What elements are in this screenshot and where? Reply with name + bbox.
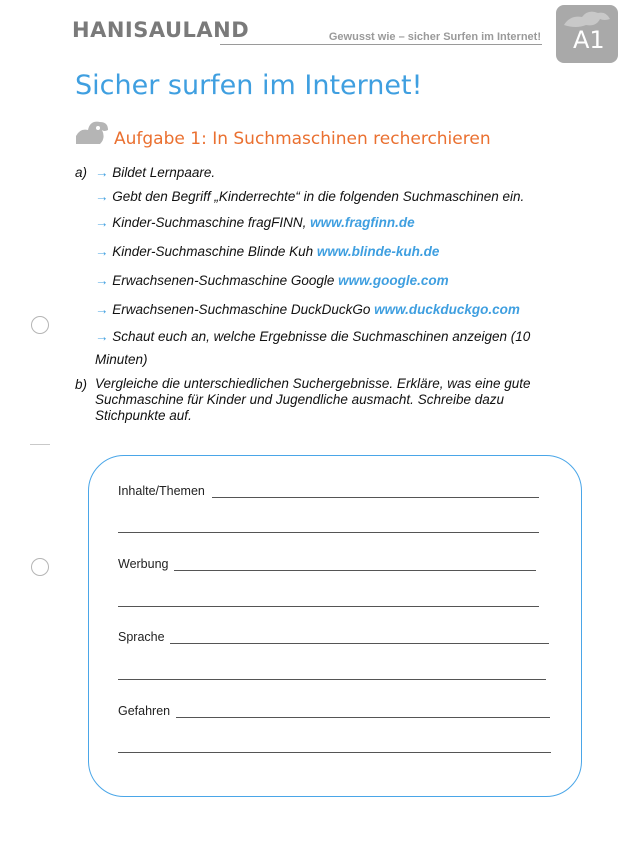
- link-google[interactable]: www.google.com: [338, 273, 449, 288]
- field-label-content: Inhalte/Themen: [118, 484, 205, 498]
- task-heading: Aufgabe 1: In Suchmaschinen recherchieren: [114, 129, 491, 149]
- fold-mark: [30, 444, 50, 445]
- arrow-icon: →: [95, 302, 109, 317]
- answer-box: [88, 455, 582, 797]
- writing-line[interactable]: [176, 717, 550, 718]
- list-item: → Kinder-Suchmaschine fragFINN, www.fragfinn.de: [95, 215, 415, 230]
- list-item: → Schaut euch an, welche Ergebnisse die Suchmaschinen anzeigen (10: [95, 329, 531, 344]
- writing-line[interactable]: [118, 532, 539, 533]
- arrow-icon: →: [95, 273, 109, 288]
- arrow-icon: →: [95, 329, 109, 344]
- badge-label: A1: [573, 26, 605, 54]
- list-item-continued: Minuten): [95, 352, 148, 367]
- list-item: → Bildet Lernpaare.: [95, 165, 216, 180]
- logo: HANISAULAND: [72, 18, 250, 42]
- arrow-icon: →: [95, 244, 109, 259]
- header-subtitle: Gewusst wie – sicher Surfen im Internet!: [328, 31, 541, 43]
- arrow-icon: →: [95, 189, 109, 204]
- header-rule: [220, 44, 542, 45]
- punch-hole: [31, 316, 49, 334]
- list-item: → Erwachsenen-Suchmaschine Google www.google.com: [95, 273, 449, 288]
- writing-line[interactable]: [118, 606, 539, 607]
- page-title: Sicher surfen im Internet!: [75, 70, 423, 101]
- arrow-icon: →: [95, 165, 109, 180]
- field-label-ads: Werbung: [118, 557, 169, 571]
- list-item: → Kinder-Suchmaschine Blinde Kuh www.blinde-kuh.de: [95, 244, 440, 259]
- task-b-text: Vergleiche die unterschiedlichen Suchergebnisse. Erkläre, was eine gute Suchmaschine für Kinder und Jugendliche ausmacht. Schreibe dazu Stichpunkte auf.: [95, 376, 531, 423]
- arrow-icon: →: [95, 215, 109, 230]
- list-item: → Erwachsenen-Suchmaschine DuckDuckGo www.duckduckgo.com: [95, 302, 520, 317]
- field-label-dangers: Gefahren: [118, 704, 171, 718]
- punch-hole: [31, 558, 49, 576]
- writing-line[interactable]: [118, 752, 551, 753]
- mascot-icon: [74, 118, 112, 146]
- writing-line[interactable]: [212, 497, 539, 498]
- marker-a: a): [75, 165, 88, 180]
- link-blindekuh[interactable]: www.blinde-kuh.de: [316, 244, 440, 259]
- list-item: → Gebt den Begriff „Kinderrechte“ in die folgenden Suchmaschinen ein.: [95, 189, 525, 204]
- field-label-language: Sprache: [118, 630, 165, 644]
- link-fragfinn[interactable]: www.fragfinn.de: [310, 215, 415, 230]
- level-badge: [556, 5, 618, 63]
- writing-line[interactable]: [170, 643, 549, 644]
- link-duckduckgo[interactable]: www.duckduckgo.com: [374, 302, 520, 317]
- writing-line[interactable]: [118, 679, 546, 680]
- marker-b: b): [75, 377, 88, 392]
- writing-line[interactable]: [174, 570, 536, 571]
